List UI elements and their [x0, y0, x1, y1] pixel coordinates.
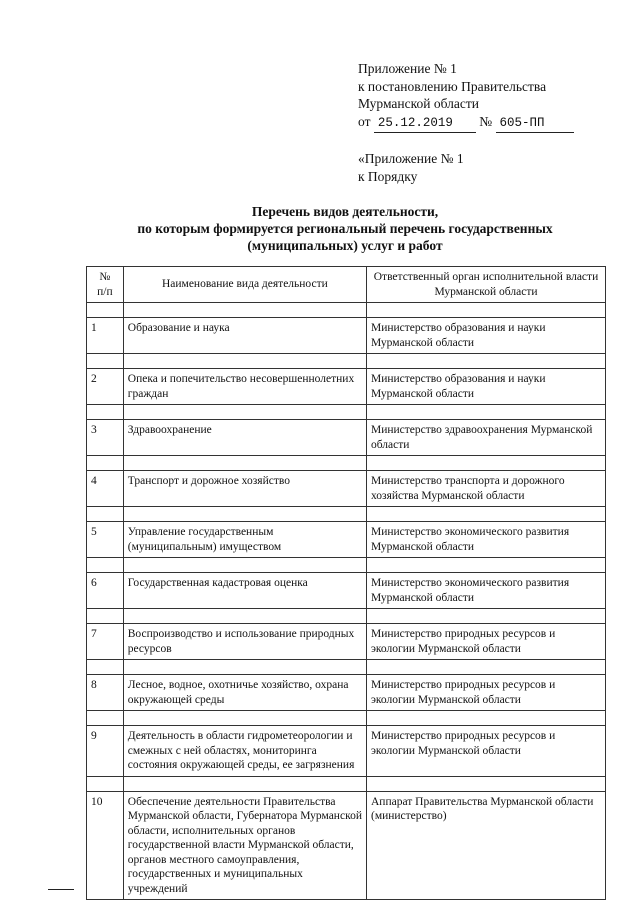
row-spacer-cell — [123, 456, 366, 471]
table-row — [87, 573, 606, 609]
row-spacer-cell — [123, 303, 366, 318]
cell-authority: Министерство природных ресурсов и экологии Мурманской области — [366, 624, 605, 660]
table-row — [87, 675, 606, 711]
row-spacer-cell — [87, 711, 124, 726]
row-spacer-cell — [87, 609, 124, 624]
cell-num: 9 — [87, 726, 124, 777]
cell-authority: Министерство природных ресурсов и экологии Мурманской области — [366, 675, 605, 711]
table-row — [87, 420, 606, 456]
appendix-line2: к постановлению Правительства — [358, 78, 547, 94]
row-spacer-cell — [123, 354, 366, 369]
row-spacer — [87, 303, 606, 318]
order-reference — [358, 150, 464, 185]
cell-num: 3 — [87, 420, 124, 456]
cell-authority: Министерство экономического развития Мурманской области — [366, 522, 605, 558]
cell-num: 5 — [87, 522, 124, 558]
row-spacer-cell — [123, 405, 366, 420]
cell-authority: Министерство транспорта и дорожного хозяйства Мурманской области — [366, 471, 605, 507]
row-spacer-cell — [366, 711, 605, 726]
table-row — [87, 369, 606, 405]
cell-num: 4 — [87, 471, 124, 507]
row-spacer-cell — [87, 303, 124, 318]
row-spacer-cell — [366, 660, 605, 675]
row-spacer — [87, 354, 606, 369]
cell-num: 2 — [87, 369, 124, 405]
row-spacer — [87, 405, 606, 420]
appendix-date-line — [358, 113, 574, 134]
table-row — [87, 726, 606, 777]
order-ref-line2: к Порядку — [358, 168, 418, 184]
cell-authority: Аппарат Правительства Мурманской области (министерство) — [366, 791, 605, 900]
cell-num: 6 — [87, 573, 124, 609]
row-spacer — [87, 660, 606, 675]
number-value: 605-ПП — [496, 115, 574, 134]
row-spacer-cell — [123, 660, 366, 675]
row-spacer-cell — [366, 558, 605, 573]
row-spacer-cell — [87, 507, 124, 522]
cell-activity: Транспорт и дорожное хозяйство — [123, 471, 366, 507]
appendix-line3: Мурманской области — [358, 96, 479, 111]
document-title — [90, 203, 600, 254]
table-row — [87, 791, 606, 900]
row-spacer-cell — [87, 558, 124, 573]
cell-num: 1 — [87, 318, 124, 354]
row-spacer-cell — [366, 609, 605, 624]
cell-activity: Государственная кадастровая оценка — [123, 573, 366, 609]
date-prefix: от — [358, 113, 371, 129]
header-authority: Ответственный орган исполнительной власти Мурманской области — [366, 267, 605, 303]
row-spacer — [87, 609, 606, 624]
title-line2: по которым формируется региональный перечень государственных — [137, 221, 553, 236]
table-row — [87, 471, 606, 507]
header-num — [87, 267, 124, 303]
footer-mark — [48, 889, 74, 890]
table-row — [87, 522, 606, 558]
row-spacer-cell — [366, 776, 605, 791]
cell-num: 7 — [87, 624, 124, 660]
cell-authority: Министерство образования и науки Мурманской области — [366, 318, 605, 354]
header-num-line1: № — [99, 271, 111, 283]
cell-authority: Министерство образования и науки Мурманской области — [366, 369, 605, 405]
cell-activity: Здравоохранение — [123, 420, 366, 456]
row-spacer — [87, 711, 606, 726]
date-value: 25.12.2019 — [374, 115, 476, 134]
table-header-row — [87, 267, 606, 303]
table-row — [87, 318, 606, 354]
cell-activity: Управление государственным (муниципальным) имуществом — [123, 522, 366, 558]
header-num-line2: п/п — [97, 285, 113, 298]
row-spacer-cell — [123, 711, 366, 726]
cell-authority: Министерство экономического развития Мурманской области — [366, 573, 605, 609]
cell-activity: Образование и наука — [123, 318, 366, 354]
appendix-line1: Приложение № 1 — [358, 61, 457, 76]
row-spacer-cell — [87, 354, 124, 369]
row-spacer-cell — [123, 558, 366, 573]
cell-activity: Лесное, водное, охотничье хозяйство, охрана окружающей среды — [123, 675, 366, 711]
appendix-header — [358, 60, 574, 133]
row-spacer — [87, 507, 606, 522]
row-spacer-cell — [366, 456, 605, 471]
row-spacer-cell — [123, 776, 366, 791]
row-spacer-cell — [366, 303, 605, 318]
row-spacer-cell — [87, 405, 124, 420]
row-spacer — [87, 558, 606, 573]
header-activity: Наименование вида деятельности — [123, 267, 366, 303]
row-spacer-cell — [87, 776, 124, 791]
cell-authority: Министерство здравоохранения Мурманской области — [366, 420, 605, 456]
row-spacer — [87, 456, 606, 471]
row-spacer-cell — [123, 609, 366, 624]
activities-table — [86, 266, 606, 900]
row-spacer-cell — [366, 354, 605, 369]
row-spacer-cell — [366, 507, 605, 522]
row-spacer-cell — [87, 456, 124, 471]
row-spacer-cell — [87, 660, 124, 675]
row-spacer-cell — [366, 405, 605, 420]
row-spacer-cell — [123, 507, 366, 522]
title-line1: Перечень видов деятельности, — [251, 204, 439, 219]
row-spacer — [87, 776, 606, 791]
cell-num: 10 — [87, 791, 124, 900]
table-row — [87, 624, 606, 660]
cell-activity: Воспроизводство и использование природных ресурсов — [123, 624, 366, 660]
order-ref-line1: «Приложение № 1 — [358, 151, 464, 166]
cell-authority: Министерство природных ресурсов и экологии Мурманской области — [366, 726, 605, 777]
cell-activity: Обеспечение деятельности Правительства Мурманской области, Губернатора Мурманской области, исполнительных органов государственной власти Мурманской области, органов местного самоуправления, государственных и муниципальных учреждений — [123, 791, 366, 900]
cell-activity: Опека и попечительство несовершеннолетних граждан — [123, 369, 366, 405]
cell-num: 8 — [87, 675, 124, 711]
number-prefix: № — [479, 113, 493, 129]
table-body — [87, 303, 606, 900]
cell-activity: Деятельность в области гидрометеорологии и смежных с ней областях, мониторинга состояния окружающей среды, ее загрязнения — [123, 726, 366, 777]
title-line3: (муниципальных) услуг и работ — [247, 238, 443, 253]
